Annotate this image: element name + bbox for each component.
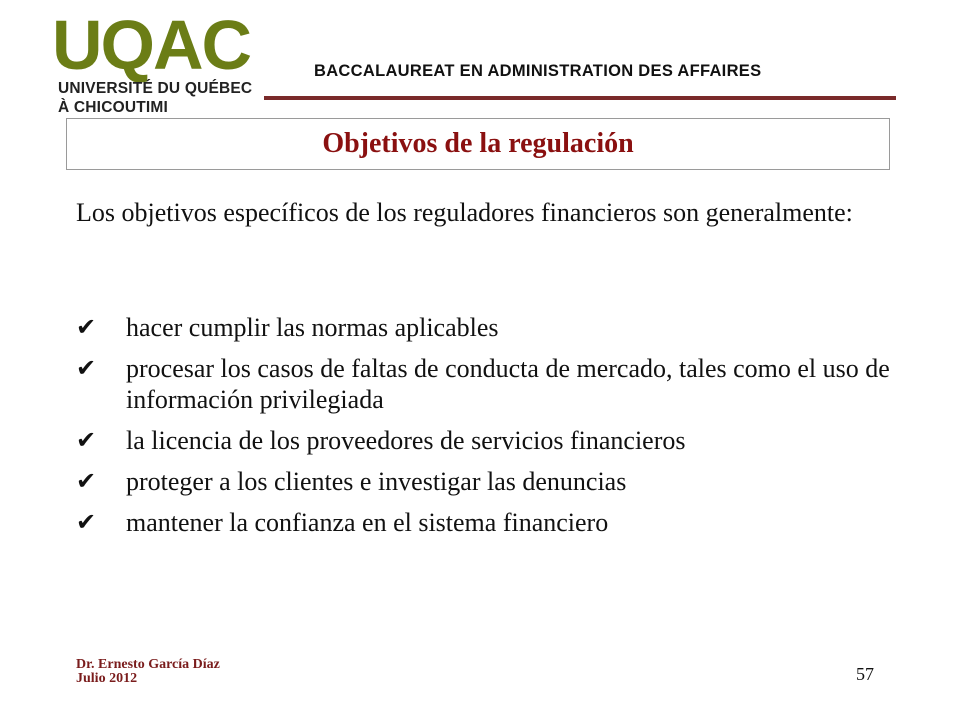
title-box (66, 118, 890, 170)
checkmark-icon: ✔ (76, 426, 97, 454)
footer-date: Julio 2012 (76, 671, 138, 686)
page-number: 57 (856, 664, 874, 684)
bullet-text: hacer cumplir las normas aplicables (126, 313, 499, 342)
list-item (76, 507, 896, 538)
logo-wordmark: UQAC (52, 6, 251, 84)
list-item (76, 353, 896, 415)
logo-university-name: UNIVERSITÉ DU QUÉBEC (58, 80, 253, 97)
bullet-list (76, 312, 896, 548)
intro-paragraph: Los objetivos específicos de los reguladores financieros son generalmente: (76, 198, 853, 227)
header-rule (264, 96, 896, 100)
logo-campus-name: À CHICOUTIMI (58, 99, 169, 116)
bullet-text: proteger a los clientes e investigar las denuncias (126, 467, 627, 496)
checkmark-icon: ✔ (76, 467, 97, 495)
uqac-logo (48, 6, 266, 120)
bullet-text: mantener la confianza en el sistema financiero (126, 508, 609, 537)
list-item (76, 312, 896, 343)
slide-title: Objetivos de la regulación (322, 128, 634, 159)
checkmark-icon: ✔ (76, 354, 97, 382)
checkmark-icon: ✔ (76, 508, 97, 536)
list-item (76, 466, 896, 497)
footer-author: Dr. Ernesto García Díaz (76, 657, 220, 672)
program-name: BACCALAUREAT EN ADMINISTRATION DES AFFAIRES (314, 62, 762, 80)
bullet-text: la licencia de los proveedores de servicios financieros (126, 426, 686, 455)
list-item (76, 425, 896, 456)
bullet-text: procesar los casos de faltas de conducta de mercado, tales como el uso de información privilegiada (126, 354, 890, 414)
checkmark-icon: ✔ (76, 313, 97, 341)
